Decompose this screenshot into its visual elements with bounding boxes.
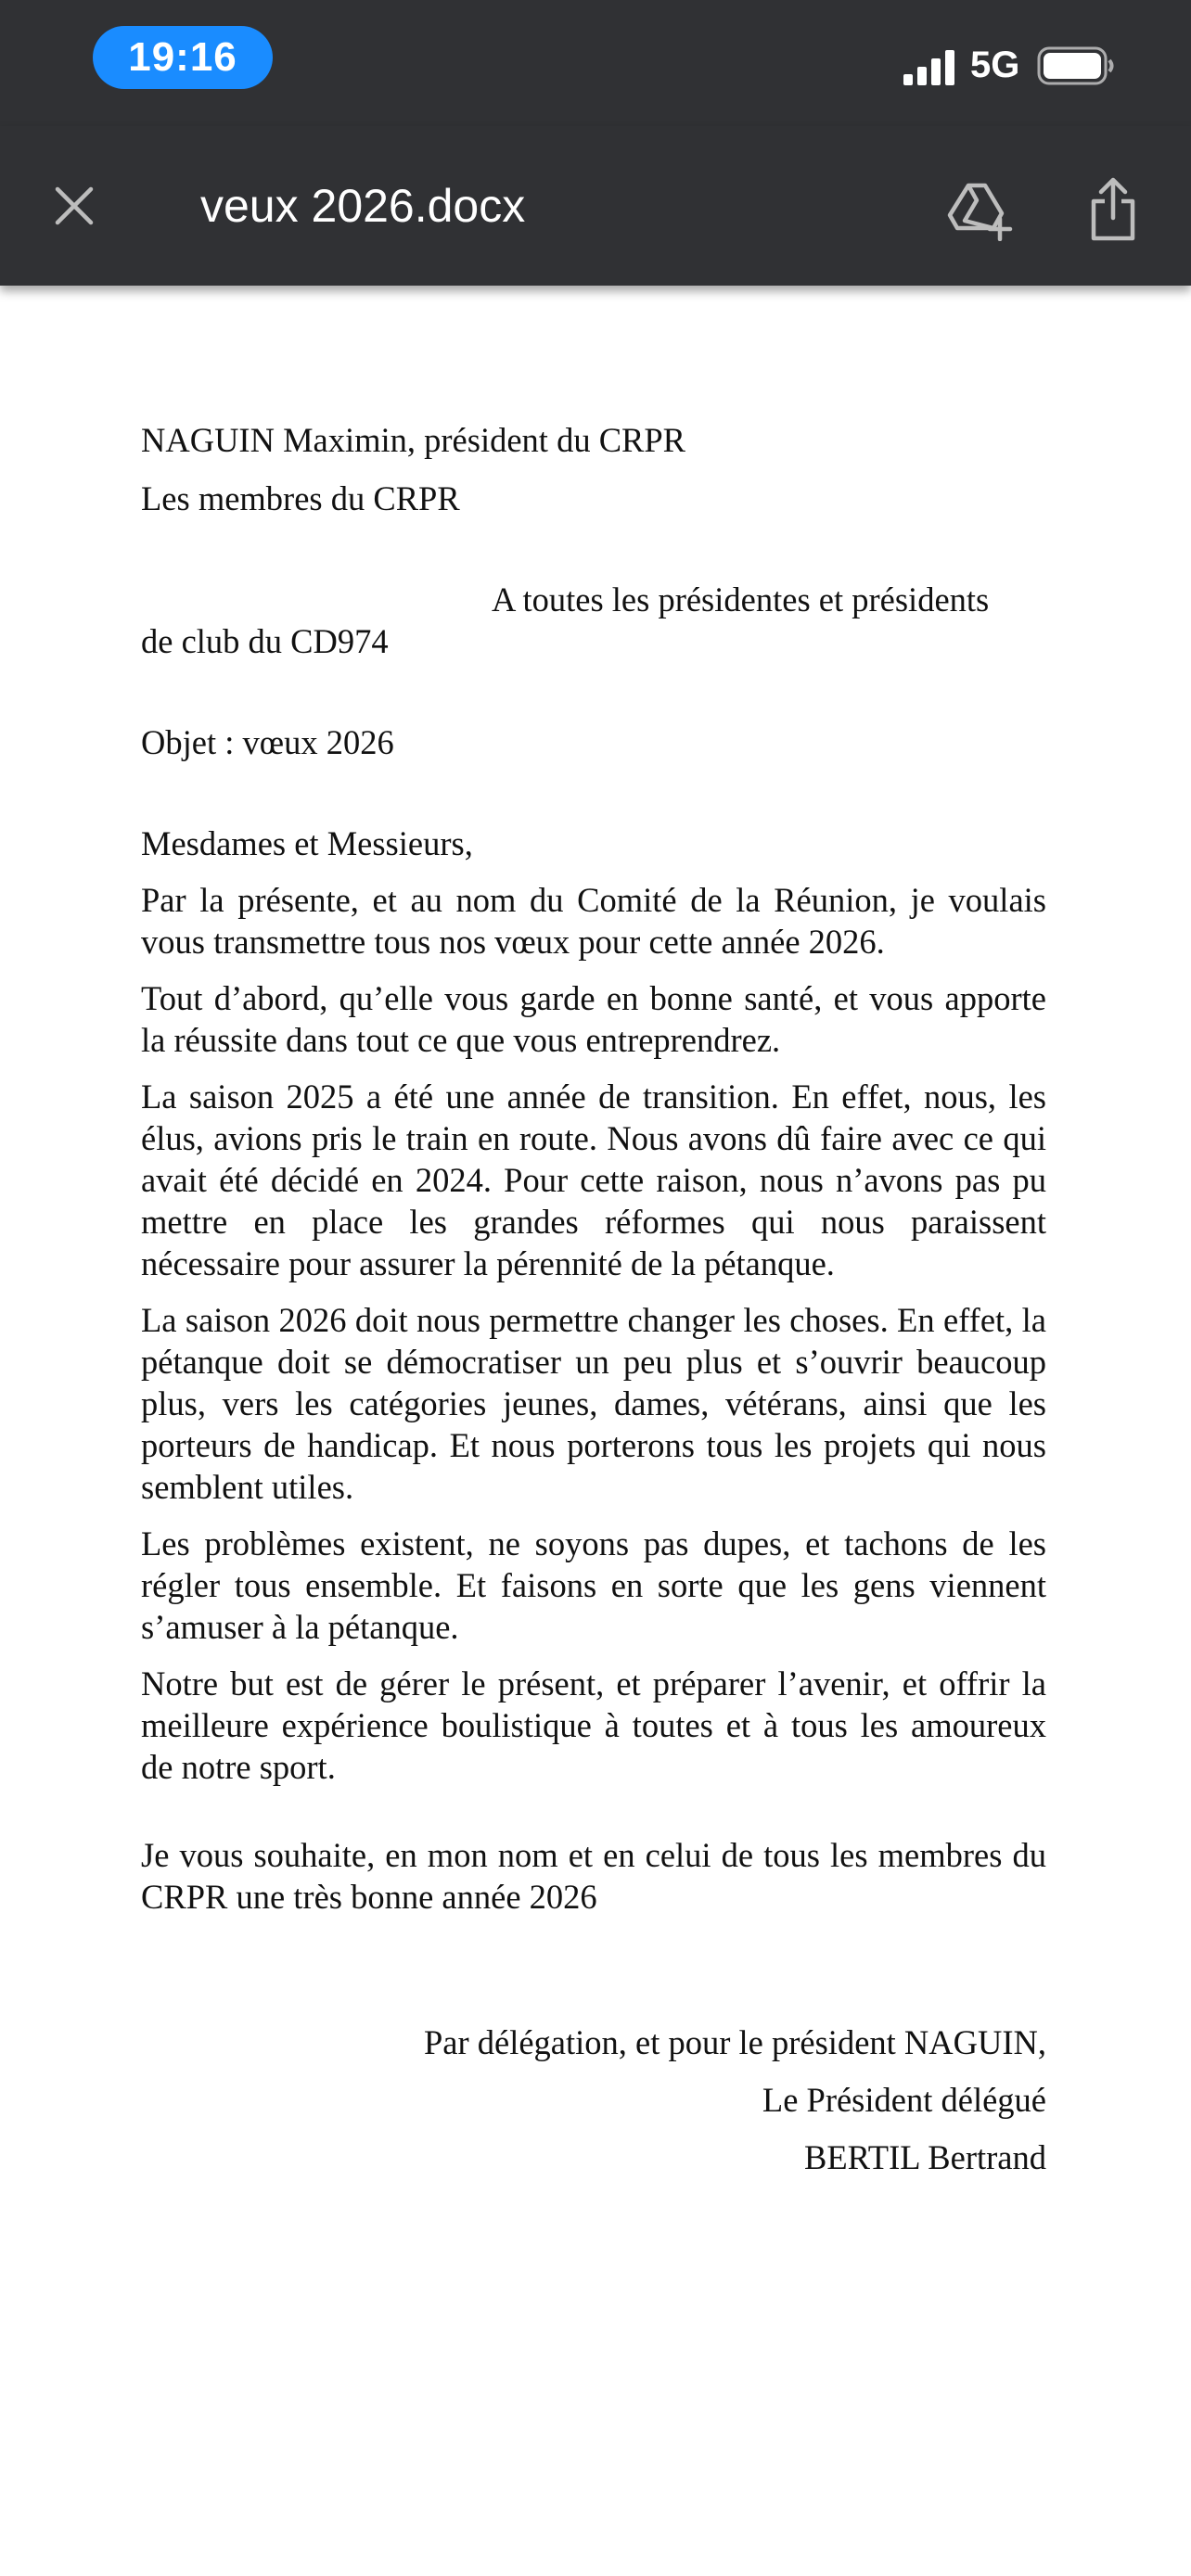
battery-icon: [1037, 46, 1115, 85]
document-title: veux 2026.docx: [200, 180, 526, 232]
paragraph: La saison 2026 doit nous permettre changer les choses. En effet, la pétanque doit se démocratiser un peu plus et s’ouvrir beaucoup plus, vers les catégories jeunes, dames, vétérans, ainsi que les porteurs de handicap. Et nous porterons tous les projets qui nous semblent utiles.: [141, 1301, 1046, 1506]
paragraph: Notre but est de gérer le présent, et préparer l’avenir, et offrir la meilleure expérience boulistique à toutes et à tous les amoureux de notre sport.: [141, 1664, 1046, 1786]
paragraph: La saison 2025 a été une année de transition. En effet, nous, les élus, avions pris le train en route. Nous avons dû faire avec ce qui avait été décidé en 2024. Pour cette raison, nous n’avons pas pu mettre en place les grandes réformes qui nous paraissent nécessaire pour assurer la pérennité de la pétanque.: [141, 1078, 1046, 1282]
add-to-drive-button[interactable]: [942, 174, 1017, 249]
signature-delegation: Par délégation, et pour le président NAGUIN,: [423, 2023, 1046, 2061]
recipient-line-1: A toutes les présidentes et présidents: [492, 580, 990, 618]
signature-role: Le Président délégué: [762, 2081, 1046, 2119]
cellular-signal-icon: [902, 48, 957, 85]
paragraph: Les problèmes existent, ne soyons pas dupes, et tachons de les régler tous ensemble. Et faisons en sorte que les gens viennent s’amuser à la pétanque.: [141, 1524, 1046, 1646]
status-bar: [0, 0, 1191, 126]
subject-line: Objet : vœux 2026: [141, 723, 394, 761]
paragraph: Tout d’abord, qu’elle vous garde en bonne santé, et vous apporte la réussite dans tout ce que vous entreprendrez.: [141, 979, 1046, 1059]
close-button[interactable]: [45, 176, 104, 236]
share-button[interactable]: [1080, 172, 1146, 247]
paragraph: Par la présente, et au nom du Comité de la Réunion, je voulais vous transmettre tous nos vœux pour cette année 2026.: [141, 881, 1046, 961]
sender-name: NAGUIN Maximin, président du CRPR: [141, 421, 686, 459]
salutation: Mesdames et Messieurs,: [141, 824, 473, 862]
close-icon: [54, 185, 95, 226]
network-type: 5G: [970, 45, 1020, 85]
signature-name: BERTIL Bertrand: [803, 2138, 1046, 2176]
recipient-line-2: de club du CD974: [141, 622, 389, 660]
status-time[interactable]: 19:16: [93, 26, 273, 89]
signature-block: [141, 2014, 1046, 2187]
app-toolbar: [0, 126, 1191, 286]
closing-paragraph: Je vous souhaite, en mon nom et en celui de tous les membres du CRPR une très bonne année 2026: [141, 1836, 1046, 1916]
sender-members: Les membres du CRPR: [141, 479, 460, 517]
share-icon: [1089, 177, 1137, 242]
add-to-drive-icon: [946, 182, 1013, 241]
document-body: [141, 419, 1046, 2187]
